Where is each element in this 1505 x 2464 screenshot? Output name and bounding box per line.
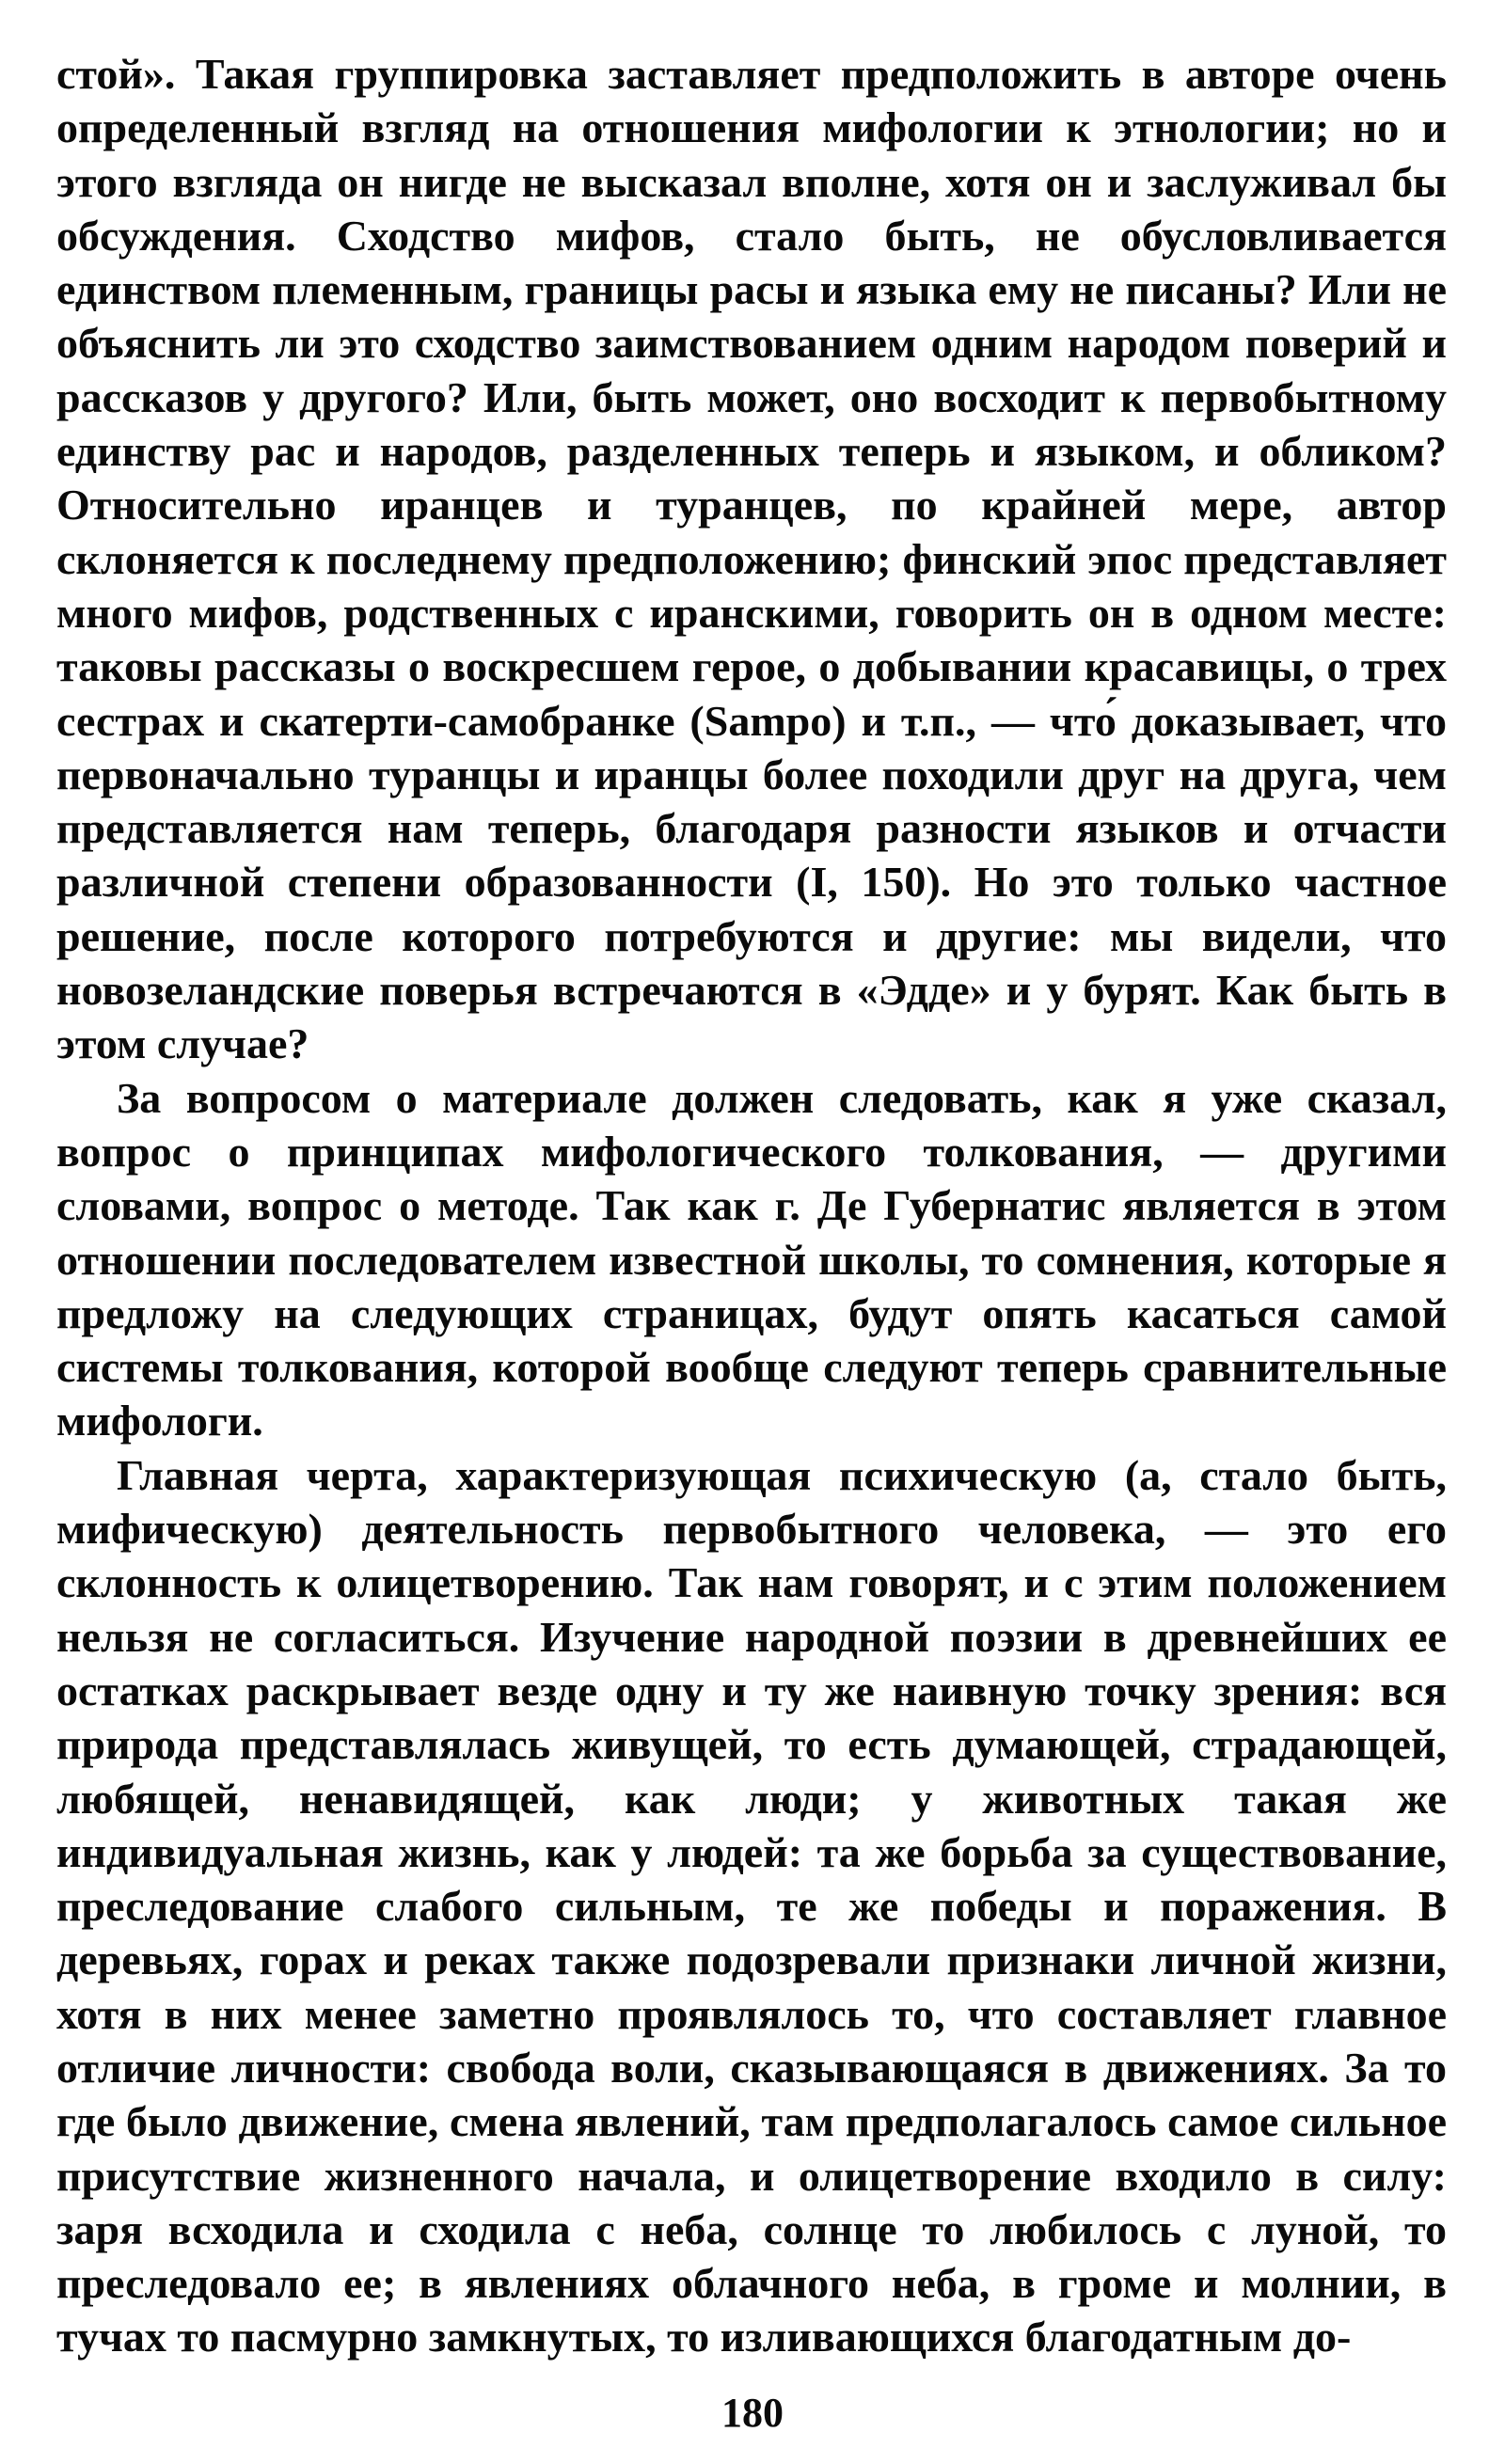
- page-number: 180: [721, 2390, 784, 2436]
- paragraph-1: стой». Такая группировка заставляет предположить в авторе очень определенный взгляд на отношения мифологии к этнологии; но и этого взгляда он нигде не высказал вполне, хотя он и заслуживал бы обсуждения. Сходство мифов, стало быть, не обусловливается единством племенным, границы расы и языка ему не писаны? Или не объяснить ли это сходство заимствованием одним народом поверий и рассказов у другого? Или, быть может, оно восходит к первобытному единству рас и народов, разделенных теперь и языком, и обликом? Относительно иранцев и туранцев, по крайней мере, автор склоняется к последнему предположению; финский эпос представляет много мифов, родственных с иранскими, говорить он в одном месте: таковы рассказы о воскресшем герое, о добывании красавицы, о трех сестрах и скатерти-самобранке (Sampo) и т.п., — что́ доказывает, что первоначально туранцы и иранцы более походили друг на друга, чем представляется нам теперь, благодаря разности языков и отчасти различной степени образованности (I, 150). Но это только частное решение, после которого потребуются и другие: мы видели, что новозеландские поверья встречаются в «Эдде» и у бурят. Как быть в этом случае?: [56, 50, 1447, 1068]
- paragraph-3: Главная черта, характеризующая психическую (а, стало быть, мифическую) деятельность первобытного человека, — это его склонность к олицетворению. Так нам говорят, и с этим положением нельзя не согласиться. Изучение народной поэзии в древнейших ее остатках раскрывает везде одну и ту же наивную точку зрения: вся природа представлялась живущей, то есть думающей, страдающей, любящей, ненавидящей, как люди; у животных такая же индивидуальная жизнь, как у людей: та же борьба за существование, преследование слабого сильным, те же победы и поражения. В деревьях, горах и реках также подозревали признаки личной жизни, хотя в них менее заметно проявлялось то, что составляет главное отличие личности: свобода воли, сказывающаяся в движениях. За то где было движение, смена явлений, там предполагалось самое сильное присутствие жизненного начала, и олицетворение входило в силу: заря всходила и сходила с неба, солнце то любилось с луной, то преследовало ее; в явлениях облачного неба, в громе и молнии, в тучах то пасмурно замкнутых, то изливающихся благодатным до-: [56, 1450, 1447, 2361]
- page-body: [56, 47, 1447, 2364]
- paragraph-2: За вопросом о материале должен следовать, как я уже сказал, вопрос о принципах мифологического толкования, — другими словами, вопрос о методе. Так как г. Де Губернатис является в этом отношении последователем известной школы, то сомнения, которые я предложу на следующих страницах, будут опять касаться самой системы толкования, которой вообще следуют теперь сравнительные мифологи.: [56, 1073, 1447, 1445]
